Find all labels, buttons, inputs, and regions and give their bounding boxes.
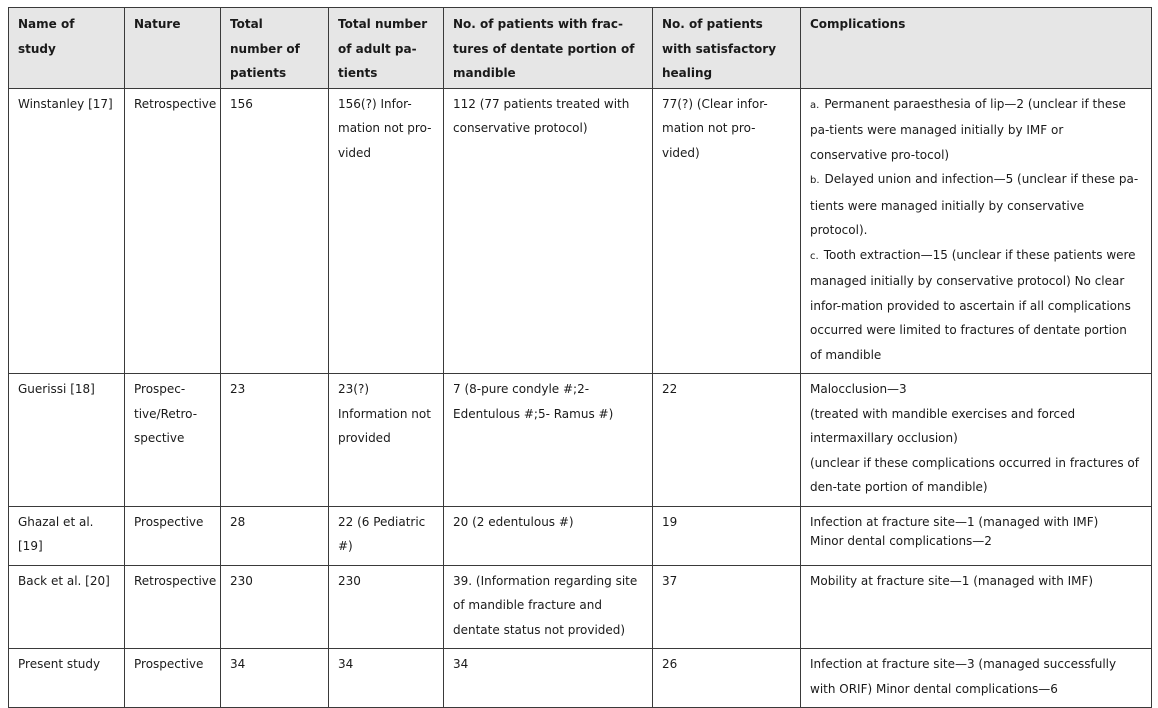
header-satisfactory-healing: No. of patients with satisfactory healing <box>653 8 801 89</box>
satisfactory-healing-cell: 77(?) (Clear infor-mation not pro-vided) <box>653 88 801 374</box>
satisfactory-healing-cell: 22 <box>653 374 801 507</box>
total-patients-cell: 34 <box>221 649 329 708</box>
total-patients-cell: 156 <box>221 88 329 374</box>
adult-patients-cell: 23(?) Information not provided <box>329 374 444 507</box>
header-adult-patients: Total number of adult pa-tients <box>329 8 444 89</box>
table-row <box>9 565 1152 649</box>
study-name-cell: Winstanley [17] <box>9 88 125 374</box>
dentate-fractures-cell: 112 (77 patients treated with conservative protocol) <box>444 88 653 374</box>
list-marker: c. <box>810 250 819 262</box>
nature-cell: Prospective <box>125 506 221 565</box>
complication-item: Infection at fracture site—1 (managed with IMF) <box>810 514 1099 529</box>
table-header-row <box>9 8 1152 89</box>
complication-item: (treated with mandible exercises and forced intermaxillary occlusion) <box>810 406 1076 445</box>
complication-item <box>810 92 1142 168</box>
satisfactory-healing-cell: 26 <box>653 649 801 708</box>
complication-item <box>810 243 1142 368</box>
table-row <box>9 506 1152 565</box>
study-name-cell: Ghazal et al. [19] <box>9 506 125 565</box>
total-patients-cell: 23 <box>221 374 329 507</box>
study-comparison-table-container <box>8 7 1151 708</box>
header-nature: Nature <box>125 8 221 89</box>
total-patients-cell: 28 <box>221 506 329 565</box>
satisfactory-healing-cell: 37 <box>653 565 801 649</box>
complications-cell <box>801 506 1152 565</box>
complication-item: Infection at fracture site—3 (managed successfully with ORIF) Minor dental complications—6 <box>810 657 1117 696</box>
list-marker: a. <box>810 99 820 111</box>
adult-patients-cell: 230 <box>329 565 444 649</box>
complication-text: Permanent paraesthesia of lip—2 (unclear if these pa-tients were managed initially by IMF or conservative pro-tocol) <box>810 96 1126 162</box>
header-total-patients: Total number of patients <box>221 8 329 89</box>
complication-item: Mobility at fracture site—1 (managed with IMF) <box>810 573 1094 588</box>
dentate-fractures-cell: 39. (Information regarding site of mandible fracture and dentate status not provided) <box>444 565 653 649</box>
study-name-cell: Back et al. [20] <box>9 565 125 649</box>
adult-patients-cell: 22 (6 Pediatric #) <box>329 506 444 565</box>
study-comparison-table <box>8 7 1152 708</box>
header-complications: Complications <box>801 8 1152 89</box>
complications-cell <box>801 88 1152 374</box>
total-patients-cell: 230 <box>221 565 329 649</box>
complication-item: (unclear if these complications occurred in fractures of den-tate portion of mandible) <box>810 455 1139 494</box>
satisfactory-healing-cell: 19 <box>653 506 801 565</box>
study-name-cell: Present study <box>9 649 125 708</box>
dentate-fractures-cell: 7 (8-pure condyle #;2-Edentulous #;5- Ramus #) <box>444 374 653 507</box>
complication-item <box>810 167 1142 243</box>
nature-cell: Retrospective <box>125 88 221 374</box>
table-row <box>9 88 1152 374</box>
nature-cell: Prospec-tive/Retro-spective <box>125 374 221 507</box>
complications-cell <box>801 649 1152 708</box>
nature-cell: Retrospective <box>125 565 221 649</box>
table-row <box>9 374 1152 507</box>
nature-cell: Prospective <box>125 649 221 708</box>
header-dentate-fractures: No. of patients with frac-tures of dentate portion of mandible <box>444 8 653 89</box>
complications-cell <box>801 565 1152 649</box>
dentate-fractures-cell: 34 <box>444 649 653 708</box>
table-row <box>9 649 1152 708</box>
header-name-of-study: Name of study <box>9 8 125 89</box>
complications-cell <box>801 374 1152 507</box>
complication-text: Delayed union and infection—5 (unclear if these pa-tients were managed initially by conservative protocol). <box>810 172 1139 237</box>
adult-patients-cell: 34 <box>329 649 444 708</box>
adult-patients-cell: 156(?) Infor-mation not pro-vided <box>329 88 444 374</box>
complication-text: Tooth extraction—15 (unclear if these patients were managed initially by conservative protocol) No clear infor-mation provided to ascertain if all complications occurred were limited to fractures of dentate portion of mandible <box>810 247 1136 362</box>
complication-item: Minor dental complications—2 <box>810 533 992 548</box>
study-name-cell: Guerissi [18] <box>9 374 125 507</box>
list-marker: b. <box>810 175 820 186</box>
complication-item: Malocclusion—3 <box>810 382 907 396</box>
dentate-fractures-cell: 20 (2 edentulous #) <box>444 506 653 565</box>
